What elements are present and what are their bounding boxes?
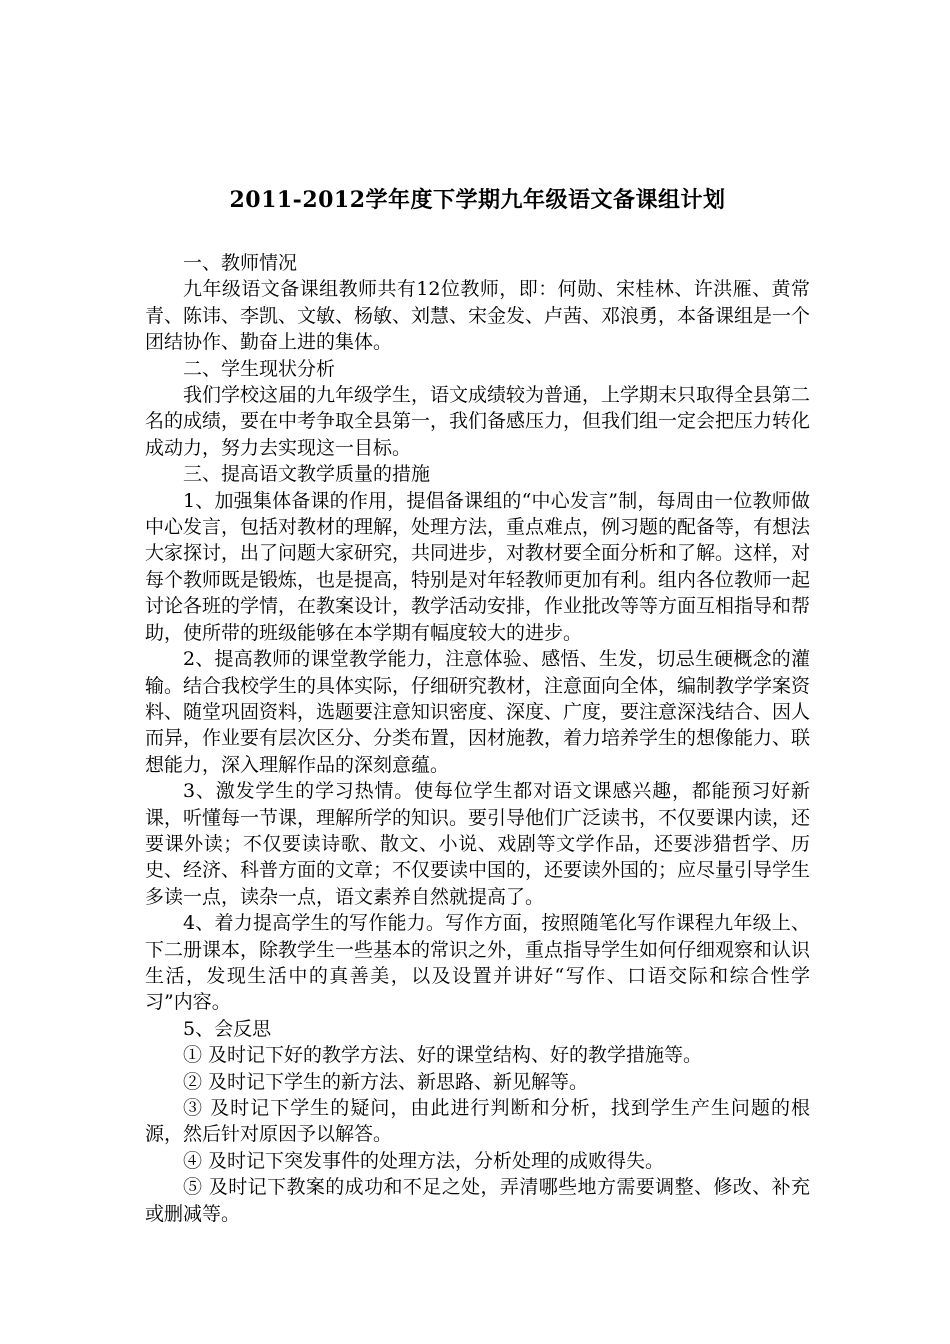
paragraph-measure-4: 4、着力提高学生的写作能力。写作方面，按照随笔化写作课程九年级上、下二册课本，除教学生一些基本的常识之外，重点指导学生如何仔细观察和认识生活，发现生活中的真善美，以及设置并讲好“写作、口语交际和综合性学习”内容。 (145, 912, 811, 1014)
section-heading-teachers: 一、教师情况 (183, 252, 298, 274)
paragraph-measure-3: 3、激发学生的学习热情。使每位学生都对语文课感兴趣，都能预习好新课，听懂每一节课，理解所学的知识。要引导他们广泛读书，不仅要课内读，还要课外读；不仅要读诗歌、散文、小说、戏剧等文学作品，还要涉猎哲学、历史、经济、科普方面的文章；不仅要读中国的，还要读外国的；应尽量引导学生多读一点，读杂一点，语文素养自然就提高了。 (145, 780, 811, 908)
paragraph-students: 我们学校这届的九年级学生，语文成绩较为普通，上学期末只取得全县第二名的成绩，要在中考争取全县第一，我们备感压力，但我们组一定会把压力转化成动力，努力去实现这一目标。 (145, 384, 811, 459)
section-heading-students: 二、学生现状分析 (183, 357, 336, 380)
list-item-reflect-5: ⑤ 及时记下教案的成功和不足之处，弄清哪些地方需要调整、修改、补充或删减等。 (145, 1176, 810, 1225)
list-item-reflect-4: ④ 及时记下突发事件的处理方法，分析处理的成败得失。 (183, 1149, 665, 1172)
list-item-reflect-2: ② 及时记下学生的新方法、新思路、新见解等。 (183, 1070, 589, 1093)
document-title: 2011-2012学年度下学期九年级语文备课组计划 (229, 187, 726, 213)
section-heading-measures: 三、提高语文教学质量的措施 (183, 463, 431, 486)
paragraph-measure-5-heading: 5、会反思 (183, 1017, 272, 1040)
list-item-reflect-1: ① 及时记下好的教学方法、好的课堂结构、好的教学措施等。 (183, 1044, 703, 1067)
list-item-reflect-3: ③ 及时记下学生的疑问，由此进行判断和分析，找到学生产生问题的根源，然后针对原因予以解答。 (145, 1097, 810, 1146)
paragraph-teachers: 九年级语文备课组教师共有12位教师，即：何勋、宋桂林、许洪雁、黄常青、陈讳、李凯、文敏、杨敏、刘慧、宋金发、卢茜、邓浪勇，本备课组是一个团结协作、勤奋上进的集体。 (145, 278, 811, 354)
document-body (145, 185, 810, 1227)
paragraph-measure-1: 1、加强集体备课的作用，提倡备课组的“中心发言”制，每周由一位教师做中心发言，包括对教材的理解，处理方法，重点难点，例习题的配备等，有想法大家探讨，出了问题大家研究，共同进步，对教材要全面分析和了解。这样，对每个教师既是锻炼，也是提高，特别是对年轻教师更加有利。组内各位教师一起讨论各班的学情，在教案设计，教学活动安排，作业批改等等方面互相指导和帮助，使所带的班级能够在本学期有幅度较大的进步。 (145, 489, 811, 644)
paragraph-measure-2: 2、提高教师的课堂教学能力，注意体验、感悟、生发，切忌生硬概念的灌输。结合我校学生的具体实际，仔细研究教材，注意面向全体，编制教学学案资料、随堂巩固资料，选题要注意知识密度、深度、广度，要注意深浅结合、因人而异，作业要有层次区分、分类布置，因材施教，着力培养学生的想像能力、联想能力，深入理解作品的深刻意蕴。 (145, 648, 811, 776)
